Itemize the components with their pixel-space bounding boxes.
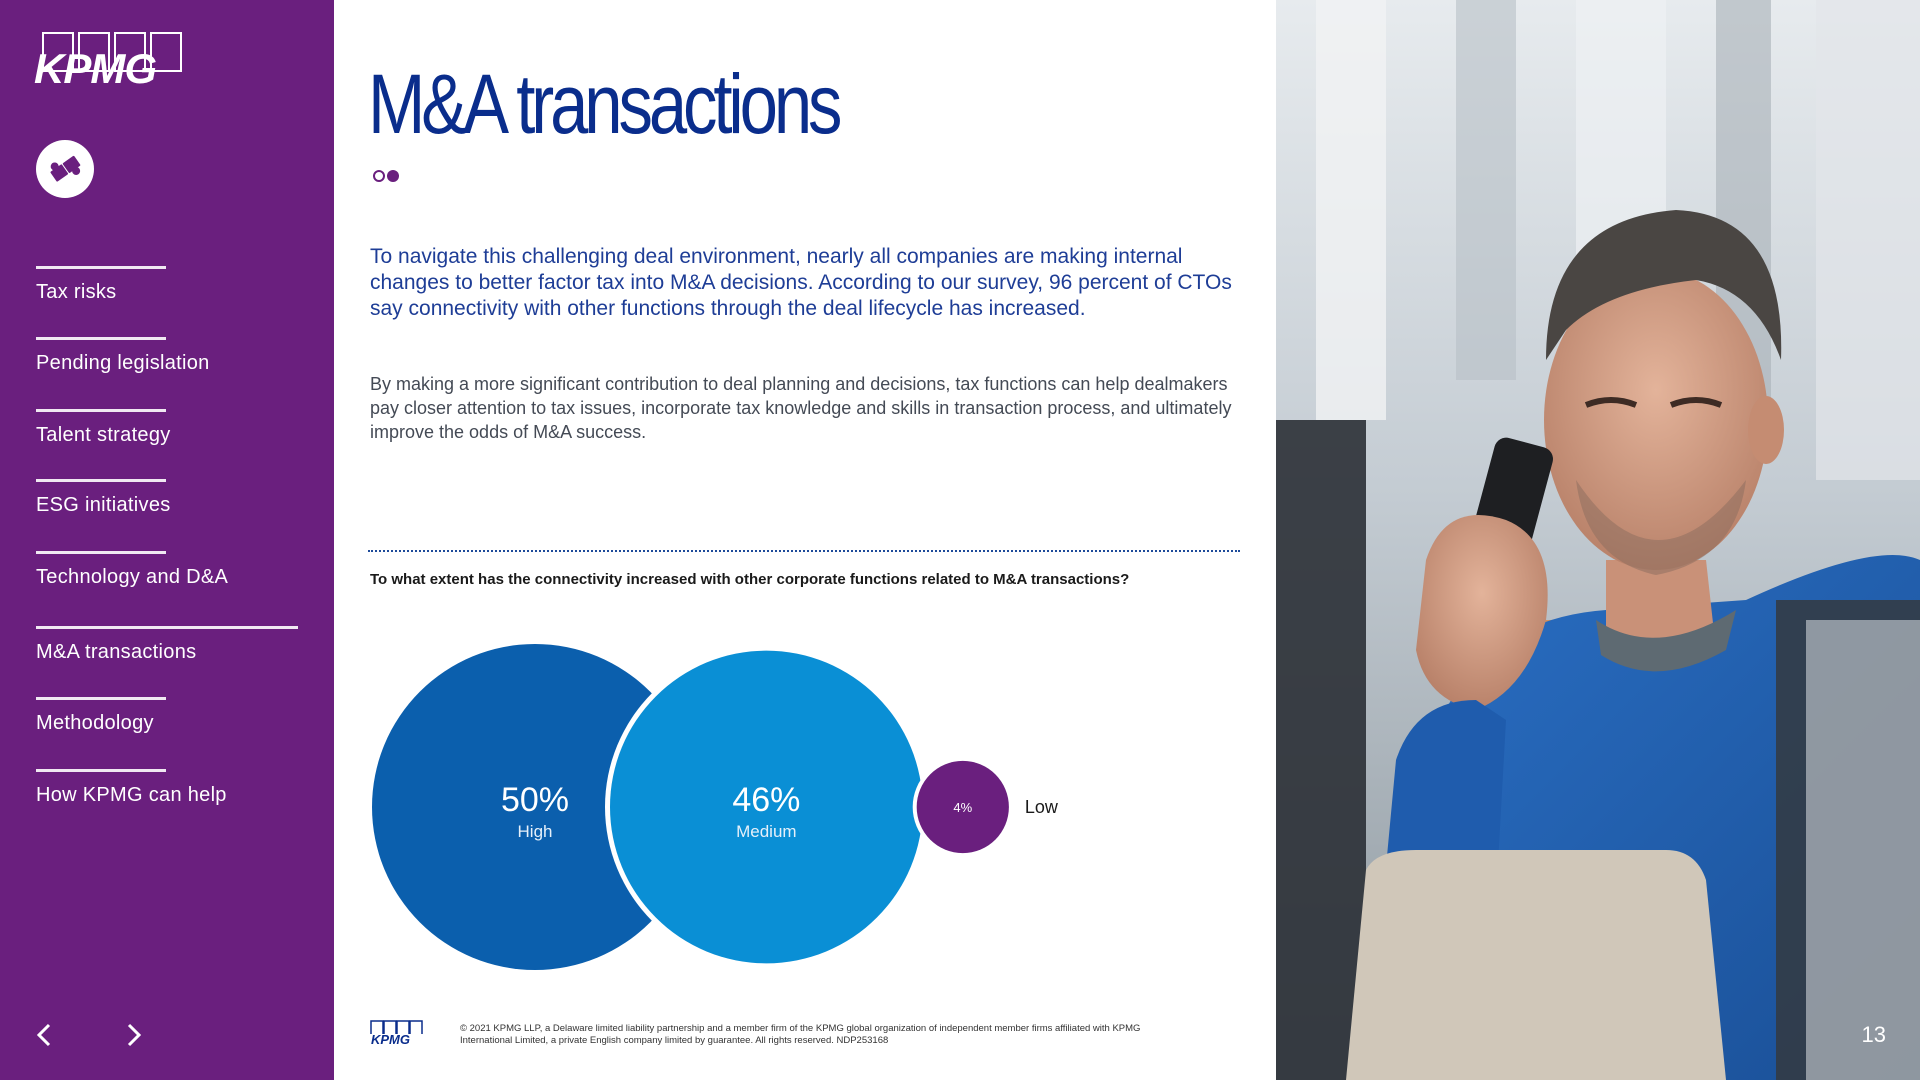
page-title: M&A transactions <box>368 57 839 151</box>
bubble-value-label: 4% <box>953 800 973 815</box>
lead-paragraph: To navigate this challenging deal environment, nearly all companies are making internal changes to better factor tax into M&A decisions. According to our survey, 96 percent of CTOs say connectivity with other functions through the deal lifecycle has increased. <box>370 245 1232 320</box>
sidebar-item-methodology[interactable] <box>36 697 306 735</box>
hero-photo <box>1276 0 1920 1080</box>
sidebar-item-ma-transactions[interactable] <box>36 626 306 664</box>
sidebar-item-label: Technology and D&A <box>36 566 229 588</box>
next-page-button[interactable] <box>114 1015 154 1055</box>
sidebar-item-label: Pending legislation <box>36 352 210 374</box>
nav-divider <box>36 697 166 700</box>
page-dot-1 <box>373 170 385 182</box>
sidebar-item-talent-strategy[interactable] <box>36 409 306 447</box>
bubble-value-label: 46% <box>732 781 801 819</box>
kpmg-logo[interactable] <box>34 30 184 90</box>
copyright-text: © 2021 KPMG LLP, a Delaware limited liability partnership and a member firm of the KPMG global organization of independent member firms affiliated with KPMG International Limited, a private English company limited by guarantee. All rights reserved. NDP253168 <box>460 1023 1141 1046</box>
nav-divider <box>36 551 166 554</box>
sidebar-item-label: M&A transactions <box>36 641 197 663</box>
section-divider <box>368 550 1240 552</box>
chart-question: To what extent has the connectivity increased with other corporate functions related to M&A transactions? <box>370 571 1130 588</box>
nav-divider <box>36 266 166 269</box>
sidebar-item-label: Methodology <box>36 712 154 734</box>
previous-page-button[interactable] <box>24 1015 64 1055</box>
nav-divider <box>36 769 166 772</box>
sidebar-item-label: Talent strategy <box>36 424 171 446</box>
bubble-chart <box>360 630 1058 980</box>
nav-divider <box>36 409 166 412</box>
bubble-category-label: High <box>517 822 553 841</box>
chevron-right-icon <box>124 1022 144 1048</box>
bubble-category-label: Low <box>1024 797 1058 817</box>
sidebar-item-pending-legislation[interactable] <box>36 337 306 375</box>
sidebar-item-label: ESG initiatives <box>36 494 171 516</box>
chevron-left-icon <box>34 1022 54 1048</box>
sidebar-item-technology-da[interactable] <box>36 551 306 589</box>
nav-divider-active <box>36 626 298 629</box>
sidebar-item-esg-initiatives[interactable] <box>36 479 306 517</box>
sidebar-item-label: How KPMG can help <box>36 784 227 806</box>
photo-illustration <box>1276 0 1920 1080</box>
bubble-value-label: 50% <box>500 781 570 819</box>
footer-kpmg-logo <box>370 1020 426 1046</box>
sidebar-item-label: Tax risks <box>36 281 117 303</box>
svg-text:KPMG: KPMG <box>371 1032 410 1047</box>
page-indicator <box>373 169 401 187</box>
bubble-category-label: Medium <box>736 822 797 841</box>
puzzle-icon <box>36 140 94 198</box>
sidebar <box>0 0 334 1080</box>
page-dot-2 <box>387 170 399 182</box>
sidebar-item-tax-risks[interactable] <box>36 266 306 304</box>
sidebar-item-how-kpmg-can-help[interactable] <box>36 769 306 807</box>
nav-divider <box>36 479 166 482</box>
body-paragraph: By making a more significant contribution to deal planning and decisions, tax functions can help dealmakers pay closer attention to tax issues, incorporate tax knowledge and skills in transaction process, and ultimately improve the odds of M&A success. <box>370 374 1232 442</box>
logo-wordmark: KPMG <box>34 45 156 92</box>
nav-divider <box>36 337 166 340</box>
page-number: 13 <box>1861 1022 1886 1047</box>
